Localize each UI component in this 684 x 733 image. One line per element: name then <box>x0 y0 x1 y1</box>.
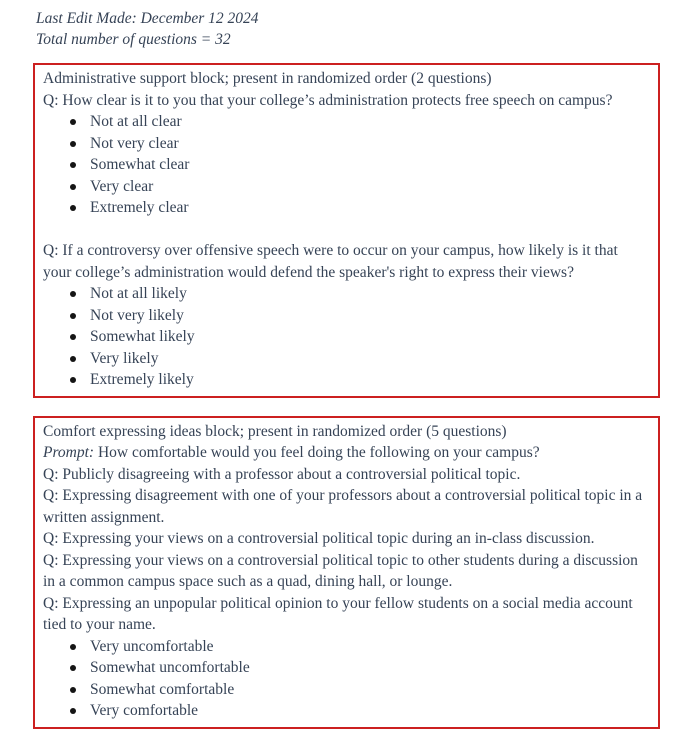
survey-block-comfort-expressing-ideas <box>33 416 660 729</box>
survey-block-administrative-support <box>33 63 660 398</box>
answer-option <box>43 657 650 679</box>
question-text: Q: Expressing your views on a controversial political topic to other students during a discussion in a common campus space such as a quad, dining hall, or lounge. <box>43 551 638 590</box>
question-text: Q: Expressing an unpopular political opinion to your fellow students on a social media account tied to your name. <box>43 594 633 633</box>
answer-option <box>43 369 650 391</box>
question-text: Q: How clear is it to you that your college’s administration protects free speech on campus? <box>43 91 613 109</box>
answer-option <box>43 133 650 155</box>
answer-option-label: Somewhat comfortable <box>90 680 235 698</box>
blank-line <box>43 219 650 241</box>
block-title: Comfort expressing ideas block; present in randomized order (5 questions) <box>43 422 507 440</box>
answer-option <box>43 197 650 219</box>
question-text: Q: Expressing disagreement with one of your professors about a controversial political topic in a written assignment. <box>43 487 643 526</box>
answer-option <box>43 154 650 176</box>
bullet-icon <box>70 644 76 650</box>
answer-option <box>43 348 650 370</box>
answer-options-list <box>43 111 650 219</box>
answer-option <box>43 176 650 198</box>
prompt-label: Prompt: <box>43 444 95 461</box>
bullet-icon <box>70 184 76 190</box>
question-text: Q: Publicly disagreeing with a professor about a controversial political topic. <box>43 465 521 483</box>
bullet-icon <box>70 665 76 671</box>
bullet-icon <box>70 356 76 362</box>
block-title: Administrative support block; present in randomized order (2 questions) <box>43 70 492 87</box>
answer-option <box>43 326 650 348</box>
bullet-icon <box>70 687 76 693</box>
answer-options-list <box>43 283 650 391</box>
bullet-icon <box>70 119 76 125</box>
answer-options-list <box>43 636 650 722</box>
bullet-icon <box>70 313 76 319</box>
question-text: Q: Expressing your views on a controversial political topic during an in-class discussion. <box>43 530 595 547</box>
bullet-icon <box>70 708 76 714</box>
prompt-line <box>43 442 650 464</box>
answer-option <box>43 636 650 658</box>
answer-option <box>43 111 650 133</box>
answer-option <box>43 679 650 701</box>
answer-option-label: Somewhat uncomfortable <box>90 659 250 676</box>
answer-option-label: Somewhat clear <box>90 156 190 173</box>
bullet-icon <box>70 334 76 340</box>
prompt-text: How comfortable would you feel doing the following on your campus? <box>94 444 540 461</box>
answer-option <box>43 283 650 305</box>
last-edit-note: Last Edit Made: December 12 2024 <box>36 10 259 27</box>
answer-option-label: Very likely <box>90 349 159 367</box>
answer-option-label: Not very likely <box>90 306 184 324</box>
answer-option-label: Very clear <box>90 177 154 195</box>
bullet-icon <box>70 377 76 383</box>
document-meta <box>36 8 684 50</box>
answer-option-label: Not very clear <box>90 134 179 152</box>
bullet-icon <box>70 291 76 297</box>
answer-option-label: Not at all likely <box>90 285 187 302</box>
total-questions-note: Total number of questions = 32 <box>36 31 231 48</box>
answer-option <box>43 700 650 722</box>
question-text: Q: If a controversy over offensive speech were to occur on your campus, how likely is it that your college’s administration would defend the speaker's right to express their views? <box>43 242 618 281</box>
answer-option <box>43 305 650 327</box>
answer-option-label: Very uncomfortable <box>90 637 214 655</box>
answer-option-label: Somewhat likely <box>90 328 195 345</box>
answer-option-label: Not at all clear <box>90 113 182 130</box>
answer-option-label: Very comfortable <box>90 702 199 719</box>
bullet-icon <box>70 205 76 211</box>
bullet-icon <box>70 162 76 168</box>
answer-option-label: Extremely clear <box>90 199 189 216</box>
bullet-icon <box>70 141 76 147</box>
answer-option-label: Extremely likely <box>90 371 194 388</box>
